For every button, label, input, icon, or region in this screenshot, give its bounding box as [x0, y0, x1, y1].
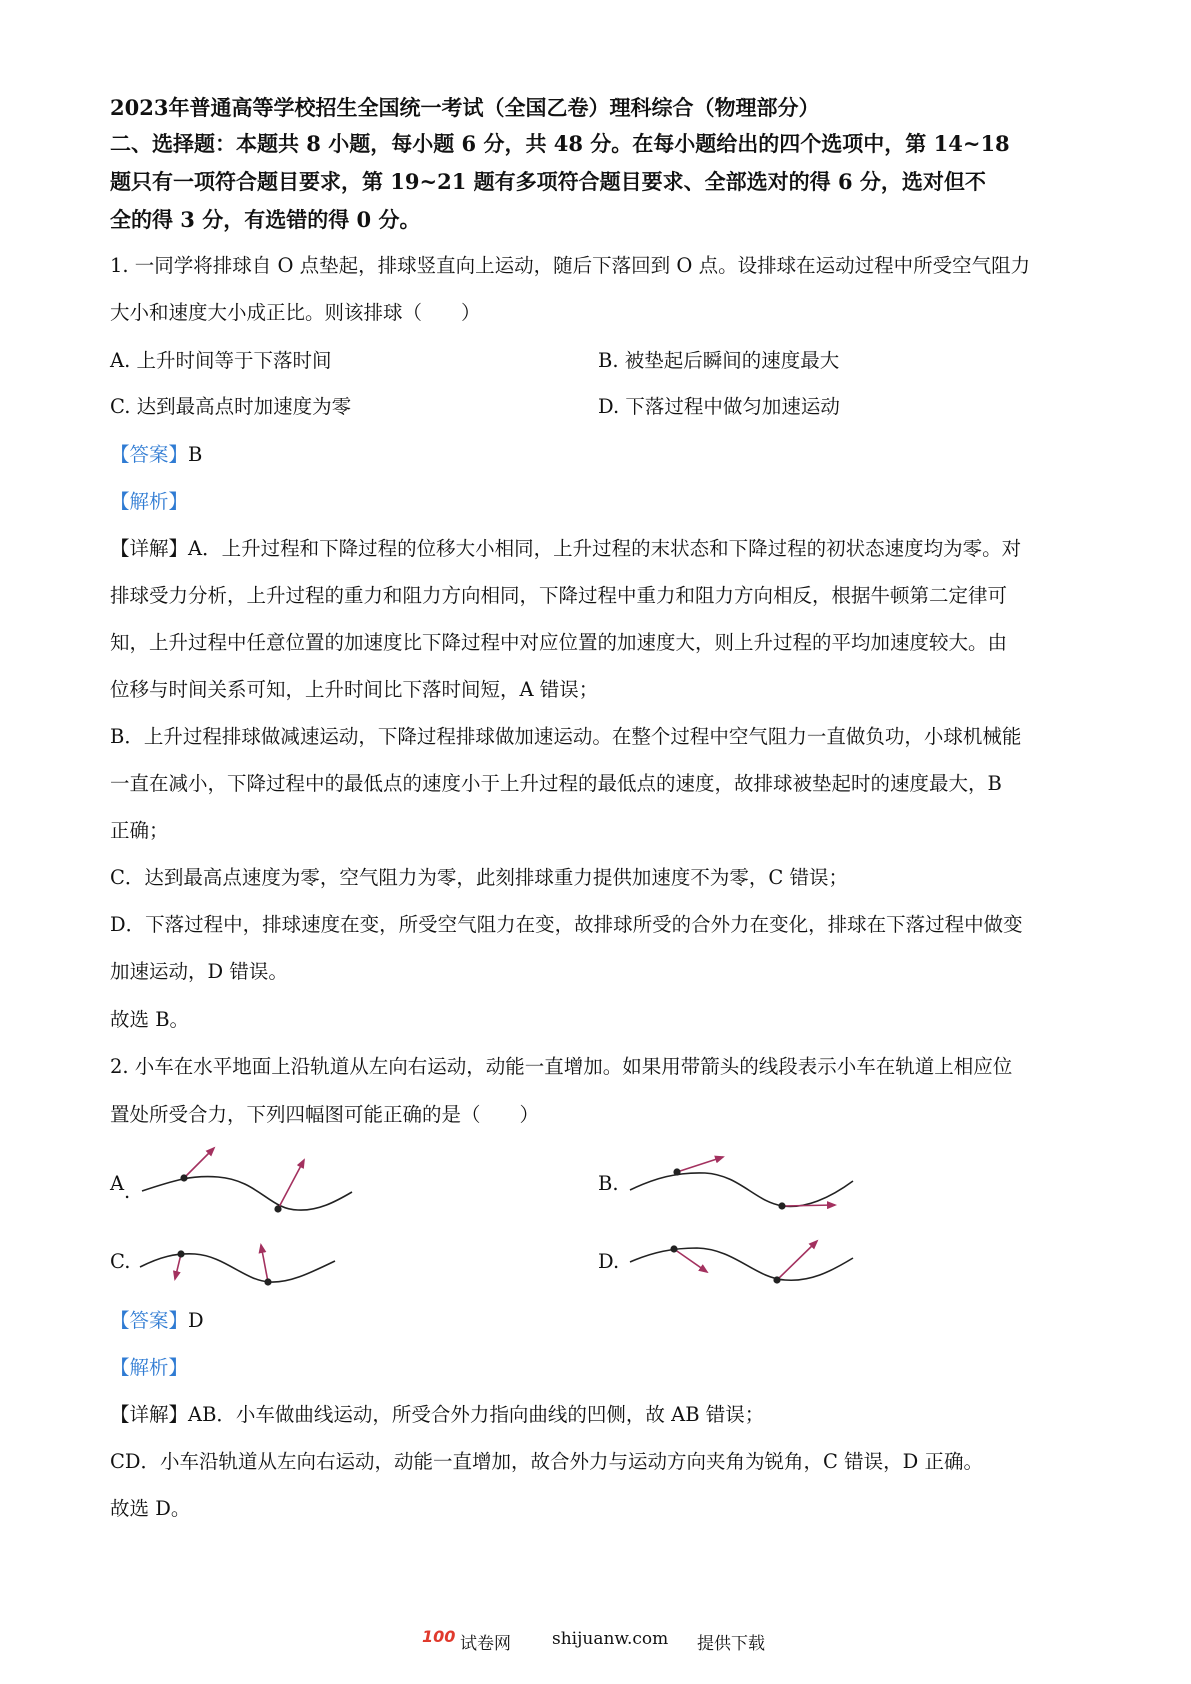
car-point: [177, 1250, 184, 1257]
q1-detail-line: 排球受力分析，上升过程的重力和阻力方向相同，下降过程中重力和阻力方向相反，根据牛顿第二定律可: [110, 584, 1008, 607]
q2-figure-b: [625, 1140, 865, 1230]
answer-value: D: [188, 1309, 204, 1332]
section-instructions-line1: 二、选择题：本题共 8 小题，每小题 6 分，共 48 分。在每小题给出的四个选项中，第 14~18: [110, 131, 1010, 156]
q2-figure-a-label: A: [110, 1172, 125, 1195]
site-brand: 试卷网: [460, 1634, 511, 1654]
answer-value: B: [188, 443, 203, 466]
force-arrow: [782, 1205, 835, 1206]
q1-option-a: A. 上升时间等于下落时间: [110, 349, 332, 372]
q1-answer: [110, 444, 202, 465]
car-point: [673, 1168, 680, 1175]
q2-stem-line1: 2. 小车在水平地面上沿轨道从左向右运动，动能一直增加。如果用带箭头的线段表示小车在轨道上相应位: [110, 1055, 1013, 1078]
section-instructions-line3: 全的得 3 分，有选错的得 0 分。: [110, 207, 421, 232]
q2-figure-b-label: B.: [598, 1172, 619, 1195]
q1-option-c: C. 达到最高点时加速度为零: [110, 395, 352, 418]
site-logo: 100: [422, 1627, 456, 1646]
section-instructions-line2: 题只有一项符合题目要求，第 19~21 题有多项符合题目要求、全部选对的得 6 分，选对但不: [110, 169, 986, 194]
q1-detail-line: 一直在减小，下降过程中的最低点的速度小于上升过程的最低点的速度，故排球被垫起时的速度最大，B: [110, 772, 1002, 795]
force-arrow: [184, 1148, 214, 1178]
force-arrow: [674, 1249, 707, 1272]
force-arrow: [175, 1254, 181, 1279]
q1-conclusion: 故选 B。: [110, 1008, 190, 1031]
q1-stem-line1: 1. 一同学将排球自 O 点垫起，排球竖直向上运动，随后下落回到 O 点。设排球在运动过程中所受空气阻力: [110, 254, 1031, 277]
force-arrow: [261, 1245, 268, 1282]
car-point: [264, 1278, 271, 1285]
q2-detail-line: 【详解】AB．小车做曲线运动，所受合外力指向曲线的凹侧，故 AB 错误；: [110, 1403, 765, 1426]
q2-stem-line2: 置处所受合力，下列四幅图可能正确的是（ ）: [110, 1103, 540, 1126]
q1-detail-line: 知，上升过程中任意位置的加速度比下降过程中对应位置的加速度大，则上升过程的平均加速度较大。由: [110, 631, 1008, 654]
q1-option-d: D. 下落过程中做匀加速运动: [598, 395, 840, 418]
q1-stem-line2: 大小和速度大小成正比。则该排球（ ）: [110, 301, 481, 324]
page-footer: [0, 1627, 1191, 1657]
q1-detail-line: B．上升过程排球做减速运动，下降过程排球做加速运动。在整个过程中空气阻力一直做负功，小球机械能: [110, 725, 1022, 748]
q2-figure-a: [130, 1140, 360, 1230]
site-url: shijuanw.com: [552, 1629, 669, 1649]
q1-detail-line: 【详解】A．上升过程和下降过程的位移大小相同，上升过程的末状态和下降过程的初状态速度均为零。对: [110, 537, 1022, 560]
force-arrow: [677, 1157, 723, 1172]
track-curve: [630, 1248, 853, 1280]
answer-tag: 【答案】: [110, 1309, 189, 1332]
answer-tag: 【答案】: [110, 443, 189, 466]
track-curve: [140, 1254, 335, 1282]
q2-figure-d: [625, 1220, 865, 1295]
q1-detail-line: 正确；: [110, 819, 169, 842]
force-arrow: [278, 1160, 304, 1209]
car-point: [180, 1174, 187, 1181]
q2-figure-c-label: C.: [110, 1250, 131, 1273]
q2-figure-a-dot: .: [124, 1180, 131, 1203]
car-point: [773, 1276, 780, 1283]
q2-answer: [110, 1310, 204, 1331]
q2-figure-d-label: D.: [598, 1250, 620, 1273]
q2-detail-line: CD．小车沿轨道从左向右运动，动能一直增加，故合外力与运动方向夹角为锐角，C 错误，D 正确。: [110, 1450, 984, 1473]
q1-analysis-tag: 【解析】: [110, 490, 189, 513]
q2-conclusion: 故选 D。: [110, 1497, 191, 1520]
track-curve: [142, 1177, 352, 1211]
q2-figure-c: [135, 1225, 345, 1295]
q1-detail-line: D．下落过程中，排球速度在变，所受空气阻力在变，故排球所受的合外力在变化，排球在下落过程中做变: [110, 913, 1023, 936]
car-point: [670, 1245, 677, 1252]
track-curve: [630, 1173, 853, 1207]
exam-title: 2023年普通高等学校招生全国统一考试（全国乙卷）理科综合（物理部分）: [110, 95, 820, 120]
q1-detail-line: 加速运动，D 错误。: [110, 960, 288, 983]
q1-detail-line: 位移与时间关系可知，上升时间比下落时间短，A 错误；: [110, 678, 599, 701]
download-note: 提供下载: [697, 1634, 765, 1654]
q1-option-b: B. 被垫起后瞬间的速度最大: [598, 349, 840, 372]
car-point: [778, 1202, 785, 1209]
q1-detail-line: C．达到最高点速度为零，空气阻力为零，此刻排球重力提供加速度不为零，C 错误；: [110, 866, 849, 889]
force-arrow: [777, 1241, 817, 1280]
q2-analysis-tag: 【解析】: [110, 1356, 189, 1379]
car-point: [274, 1205, 281, 1212]
